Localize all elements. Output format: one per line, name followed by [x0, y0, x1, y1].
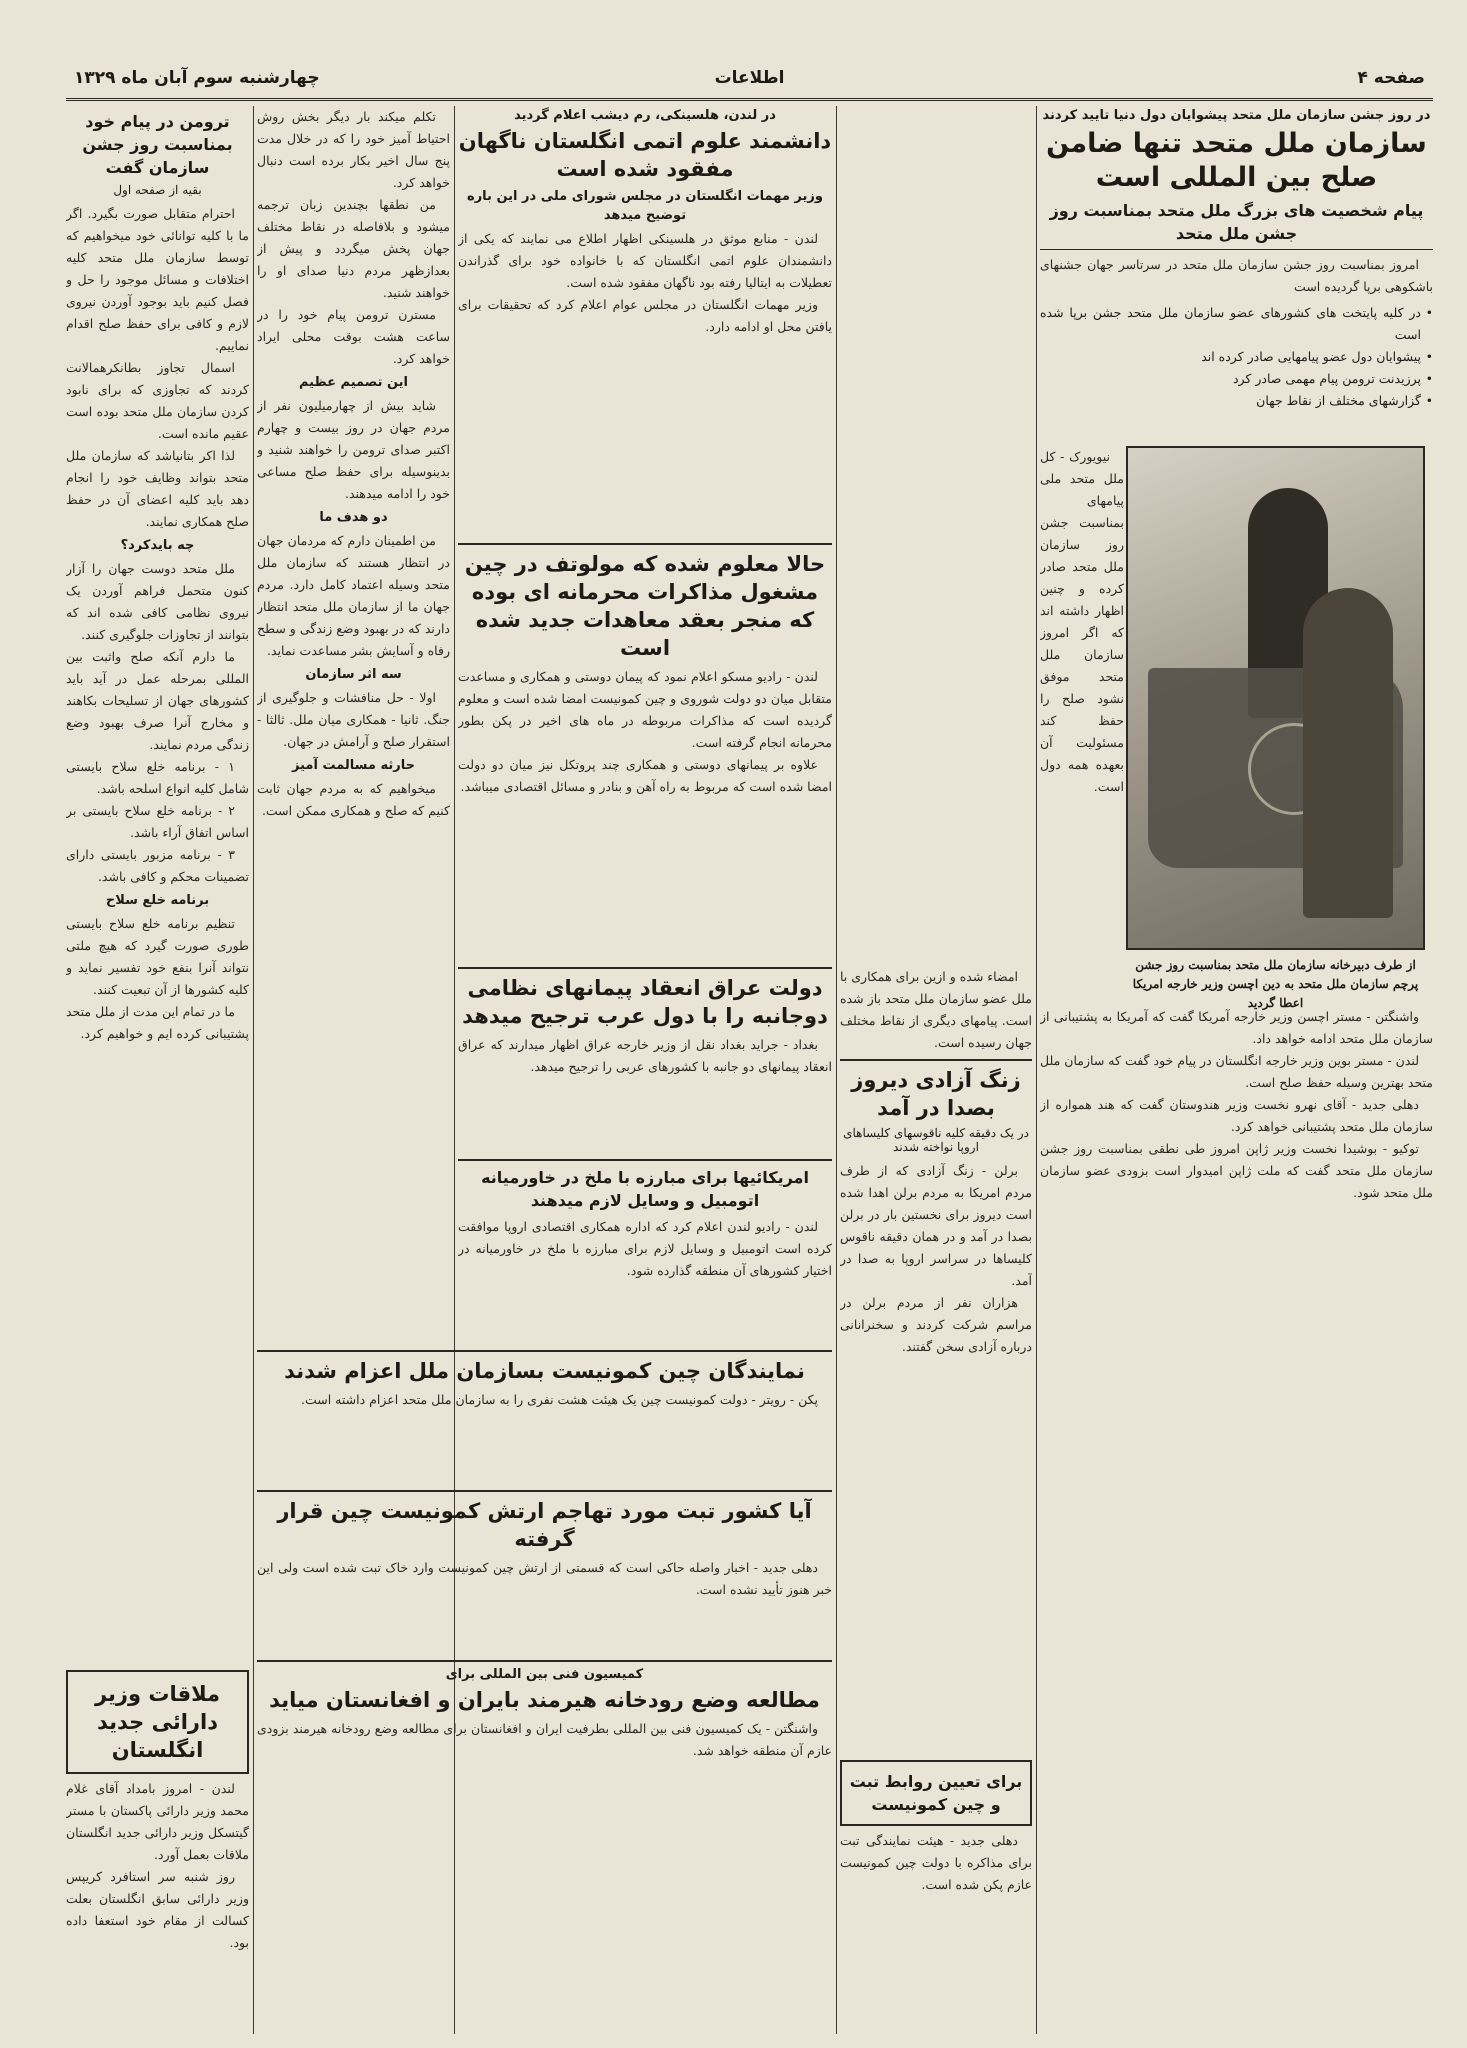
- column-rule: [253, 106, 254, 2034]
- truman-text-6: تنظیم برنامه خلع سلاح بایستی طوری صورت گیرد که هیچ ملتی نتواند آنرا بنفع خود تفسیر نماید و کلیه کشورها از آن تبعیت کنند.: [66, 916, 249, 997]
- list-item: • در کلیه پایتخت های کشورهای عضو سازمان ملل متحد جشن برپا شده است: [1040, 302, 1433, 346]
- truman-subhead-1: چه بایدکرد؟: [120, 538, 195, 553]
- truman-list-1: ۱ - برنامه خلع سلاح بایستی شامل کلیه انواع اسلحه باشد.: [66, 759, 249, 796]
- truman-text-3: لذا اکر بتانیاشد که سازمان ملل متحد بتواند وظایف خود را انجام دهد باید کلیه اعضای آن در حفظ صلح همکاری نمایند.: [66, 448, 249, 529]
- truman-list-2: ۲ - برنامه خلع سلاح بایستی بر اساس اتفاق آراء باشد.: [66, 803, 249, 840]
- col4-text-7: میخواهیم که به مردم جهان ثابت کنیم که صلح و همکاری ممکن است.: [257, 781, 450, 818]
- column-liberty-bell: [840, 106, 1032, 2034]
- col4-text-2: من نطقها بچندین زبان ترجمه میشود و بلافاصله در نقاط مختلف جهان پخش میگردد و پیش از بعدازظهر مردم دنیا صدای او را خواهند شنید.: [257, 197, 450, 300]
- tibet-box: [840, 1760, 1032, 1826]
- helmand-kicker: کمیسیون فنی بین المللی برای: [445, 1667, 644, 1682]
- photo-figure-woman: [1303, 588, 1393, 918]
- helmand-story: [257, 1655, 832, 1955]
- col4-text-6: اولا - حل منافشات و جلوگیری از جنگ. ثانیا - همکاری میان ملل. ثالثا - استقرار صلح و آرامش در جهان.: [257, 690, 450, 749]
- molotov-text-2: علاوه بر پیمانهای دوستی و همکاری چند پروتکل نیز میان دو دولت امضا شده است که مربوط به راه آهن و بنادر و مسائل اقتصادی میباشد.: [458, 757, 832, 794]
- col4-subhead-3: سه اثر سازمان: [305, 667, 402, 682]
- un-day-text-4: دهلی جدید - آقای نهرو نخست وزیر هندوستان گفت که هند همواره از سازمان ملل متحد پشتیبانی خواهد کرد.: [1040, 1097, 1433, 1134]
- atomic-kicker: در لندن، هلسینکی، رم دیشب اعلام گردید: [514, 108, 776, 123]
- un-day-text-5: توکیو - بوشیدا نخست وزیر ژاپن امروز طی نطقی بمناسبت روز جشن سازمان ملل متحد گفت که ملت ژاپن امیدوار است بزودی عضو سازمان ملل متحد شود.: [1040, 1141, 1433, 1200]
- list-item: • گزارشهای مختلف از نقاط جهان: [1040, 390, 1433, 412]
- truman-story: [66, 106, 249, 1666]
- molotov-text-1: لندن - رادیو مسکو اعلام نمود که پیمان دوستی و همکاری و مساعدت متقابل میان دو دولت شوروی و چین کمونیست امضا شده است و معلوم گردیده است که مذاکرات مربوطه در ماه های اخیر در پکن بطور محرمانه انجام گرفته است.: [458, 669, 832, 750]
- column-un-day: [1040, 106, 1433, 2034]
- col4-subhead-4: حارثه مسالمت آمیز: [292, 758, 415, 773]
- un-day-story-top: [1040, 106, 1433, 446]
- tibet-invasion-text: دهلی جدید - اخبار واصله حاکی است که قسمتی از ارتش چین کمونیست وارد خاک تبت شده است ولی این خبر هنوز تأیید نشده است.: [257, 1560, 832, 1597]
- flag-photo: [1126, 446, 1425, 950]
- truman-continued-label: بقیه از صفحه اول: [113, 183, 202, 197]
- truman-text-2: اسمال تجاوز بطانکرهمالانت کردند که تجاوزی که برای نابود کردن سازمان ملل متحد بوده است عقیم مانده است.: [66, 360, 249, 441]
- atomic-scientist-story: [458, 106, 832, 536]
- iraq-text: بغداد - جراید بغداد نقل از وزیر خارجه عراق اظهار میدارند که عراق انعقاد پیمانهای دو جانبه با کشورهای عربی را ترجیح میدهد.: [458, 1037, 832, 1074]
- col2-text-1: امضاء شده و ازین برای همکاری با ملل عضو سازمان ملل متحد باز شده است. پیامهای دیگری از نقاط مختلف جهان رسیده است.: [840, 969, 1032, 1050]
- newspaper-name: اطلاعات: [714, 68, 785, 88]
- un-day-side-text: [1040, 446, 1124, 1046]
- column-rule: [1036, 106, 1037, 2034]
- column-rule: [836, 106, 837, 2034]
- issue-date: چهارشنبه سوم آبان ماه ۱۳۲۹: [74, 68, 320, 88]
- truman-text-4: ملل متحد دوست جهان را آزار کنون متحمل فراهم آوردن یک نیروی نظامی کافی شده اند که بتوانند از تجاوزات جلوگیری کنند.: [66, 561, 249, 642]
- divider: [840, 1059, 1032, 1061]
- tibet-box-text: دهلی جدید - هیئت نمایندگی تبت برای مذاکره با دولت چین کمونیست عازم پکن شده است.: [840, 1833, 1032, 1892]
- column-truman-continued: [257, 106, 450, 1333]
- un-day-text-3: لندن - مستر بوین وزیر خارجه انگلستان در پیام خود گفت که سازمان ملل متحد بهترین وسیله حفظ صلح است.: [1040, 1053, 1433, 1090]
- un-day-story-continued: [1040, 1006, 1433, 2026]
- liberty-bell-subheadline: در یک دقیقه کلیه ناقوسهای کلیساهای اروپا نواخته شدند: [843, 1126, 1029, 1154]
- un-day-headline: سازمان ملل متحد تنها ضامن صلح بین المللی است: [1046, 128, 1427, 193]
- helmand-headline: مطالعه وضع رودخانه هیرمند بایران و افغانستان میاید: [269, 1688, 820, 1712]
- atomic-text-1: لندن - منابع موثق در هلسینکی اظهار اطلاع می نمایند که یکی از دانشمندان علوم اتمی انگلستان که با خانواده خود برای گذراندن تعطیلات به ایتالیا رفته بود ناگهان مفقود شده است.: [458, 231, 832, 290]
- truman-text-5: ما دارم آنکه صلح واثبت بین المللی بمرحله عمل در آید باید کشورهای جهان از تسلیحات بکاهند و مخارج آنرا صرف بهبود وضع زندگی مردم نمایند.: [66, 649, 249, 752]
- un-day-bullets: [1040, 302, 1433, 412]
- divider: [257, 1660, 832, 1662]
- col4-text-3: مسترن ترومن پیام خود را در ساعت هشت بوقت محلی ایراد خواهد کرد.: [257, 307, 450, 366]
- divider: [1040, 249, 1433, 250]
- truman-text-7: ما در تمام این مدت از ملل متحد پشتیبانی کرده ایم و خواهیم کرد.: [66, 1004, 249, 1041]
- un-day-text-2: واشنگتن - مستر اچسن وزیر خارجه آمریکا گفت که آمریکا به پشتیبانی از سازمان ملل متحد ادامه خواهد داد.: [1040, 1009, 1433, 1046]
- finance-minister-headline: ملاقات وزیر دارائی جدید انگلستان: [94, 1682, 221, 1762]
- column-truman: [66, 106, 249, 2034]
- un-day-subheadline: پیام شخصیت های بزرگ ملل متحد بمناسبت روز جشن ملل متحد: [1049, 201, 1424, 243]
- divider: [458, 967, 832, 969]
- col4-subhead-1: این تصمیم عظیم: [298, 375, 409, 390]
- iraq-story: [458, 962, 832, 1152]
- helmand-text: واشنگتن - یک کمیسیون فنی بین المللی بطرفیت ایران و افغانستان برای مطالعه وضع رودخانه هیرمند بزودی عازم آن منطقه خواهد شد.: [257, 1721, 832, 1758]
- photo-caption: از طرف دبیرخانه سازمان ملل متحد بمناسبت روز جشن پرچم سازمان ملل متحد به دین اچسن وزیر خارجه امریکا اعطا گردید: [1132, 958, 1419, 1010]
- truman-list-3: ۳ - برنامه مزبور بایستی دارای تضمینات محکم و کافی باشد.: [66, 847, 249, 884]
- atomic-headline: دانشمند علوم اتمی انگلستان ناگهان مفقود شده است: [458, 129, 832, 181]
- truman-headline: ترومن در پیام خود بمناسبت روز جشن سازمان گفت: [82, 112, 233, 177]
- liberty-bell-text-3: هزاران نفر از مردم برلن در مراسم شرکت کردند و سخنرانانی درباره آزادی سخن گفتند.: [840, 1295, 1032, 1354]
- finance-minister-text-2: روز شنبه سر استافرد کریپس وزیر دارائی سابق انگلستان بعلت کسالت از مقام خود استعفا داده بود.: [66, 1869, 249, 1950]
- truman-text-1: احترام متقابل صورت بگیرد. اگر ما با کلیه توانائی خود میخواهیم که توسط سازمان ملل متحد کلیه اختلافات و مسائل موجود را حل و فصل کنیم باید بوجود آوردن نیروی لازم و کافی برای حفظ صلح اقدام نماییم.: [66, 206, 249, 353]
- tibet-box-headline: برای تعیین روابط تبت و چین کمونیست: [849, 1772, 1023, 1814]
- divider: [458, 543, 832, 545]
- china-delegates-story: [257, 1345, 832, 1485]
- molotov-story: [458, 538, 832, 958]
- iraq-headline: دولت عراق انعقاد پیمانهای نظامی دوجانبه را با دول عرب ترجیح میدهد: [462, 976, 828, 1028]
- list-item: • پیشوایان دول عضو پیامهایی صادر کرده اند: [1040, 346, 1433, 368]
- list-item: • پرزیدنت ترومن پیام مهمی صادر کرد: [1040, 368, 1433, 390]
- locust-text: لندن - رادیو لندن اعلام کرد که اداره همکاری اقتصادی اروپا موافقت کرده است اتومبیل و وسایل لازم برای مبارزه با ملخ در خاورمیانه در اختیار کشورهای آن منطقه گذارده شود.: [458, 1219, 832, 1278]
- tibet-invasion-story: [257, 1485, 832, 1655]
- tibet-invasion-headline: آیا کشور تبت مورد تهاجم ارتش کمونیست چین قرار گرفته: [277, 1499, 812, 1551]
- china-delegates-headline: نمایندگان چین کمونیست بسازمان ملل اعزام شدند: [284, 1359, 805, 1383]
- china-delegates-text: پکن - رویتر - دولت کمونیست چین یک هیئت هشت نفری را به سازمان ملل متحد اعزام داشته است.: [301, 1392, 818, 1407]
- lower-center-block: [257, 1345, 832, 2034]
- divider: [458, 1159, 832, 1161]
- locust-headline: امریکائیها برای مبارزه با ملخ در خاورمیانه اتومبیل و وسایل لازم میدهند: [481, 1168, 809, 1210]
- col4-text-5: من اطمینان دارم که مردمان جهان در انتظار هستند که سازمان ملل متحد وسیله اعتماد کامل دارد. مردم جهان ما از سازمان ملل متحد انتظار دارند که در بهبود وضع زندگی و سطح رفاه و آسایش بشر مساعدت نماید.: [257, 533, 450, 658]
- truman-subhead-2: برنامه خلع سلاح: [105, 893, 210, 908]
- finance-minister-box: [66, 1670, 249, 1774]
- divider: [257, 1490, 832, 1492]
- col4-text-4: شاید بیش از چهارمیلیون نفر از مردم جهان در روز بیست و چهارم اکتبر صدای ترومن را خواهند شنید و بدینوسیله برای حفظ صلح مساعی خود را ادامه میدهند.: [257, 398, 450, 501]
- atomic-text-2: وزیر مهمات انگلستان در مجلس عوام اعلام کرد که تحقیقات برای یافتن محل او ادامه دارد.: [458, 297, 832, 334]
- liberty-bell-headline: زنگ آزادی دیروز بصدا در آمد: [851, 1068, 1021, 1120]
- atomic-subheadline: وزیر مهمات انگلستان در مجلس شورای ملی در این باره توضیح میدهد: [467, 189, 823, 223]
- page-number: صفحه ۴: [1357, 68, 1425, 88]
- running-header: [66, 62, 1433, 101]
- finance-minister-story: [66, 1666, 249, 2034]
- tibet-box-story: [840, 1756, 1032, 2034]
- liberty-bell-text-2: برلن - زنگ آزادی که از طرف مردم امریکا به مردم برلن اهدا شده است دیروز برای نخستین بار در برلن بصدا در آمد و در همان دقیقه ناقوس کلیساها در سراسر اروپا به صدا در آمد.: [840, 1163, 1032, 1288]
- un-day-text-1: نیویورک - کل ملل متحد ملی پیامهای بمناسبت جشن روز سازمان ملل متحد صادر کرده و چنین اظهار داشته اند که اگر امروز سازمان ملل متحد موفق نشود صلح را حفظ کند مسئولیت آن بعهده همه دول است.: [1040, 449, 1124, 794]
- col4-subhead-2: دو هدف ما: [319, 510, 388, 525]
- molotov-headline: حالا معلوم شده که مولوتف در چین مشغول مذاکرات محرمانه ای بوده که منجر بعقد معاهدات جدید شده است: [464, 552, 826, 660]
- un-day-kicker: در روز جشن سازمان ملل متحد پیشوایان دول دنیا تایید کردند: [1042, 108, 1431, 123]
- divider: [257, 1350, 832, 1352]
- finance-minister-text-1: لندن - امروز بامداد آقای غلام محمد وزیر دارائی پاکستان با مستر گیتسکل وزیر دارائی جدید انگلستان ملاقات بعمل آورد.: [66, 1781, 249, 1862]
- col4-text-1: تکلم میکند بار دیگر بخش روش احتیاط آمیز خود را که در خلال مدت پنج سال اخیر بکار برده است دنبال خواهد کرد.: [257, 109, 450, 190]
- truman-continued-story: [257, 106, 450, 1331]
- un-day-intro: امروز بمناسبت روز جشن سازمان ملل متحد در سرتاسر جهان جشنهای باشکوهی برپا گردیده است: [1040, 257, 1433, 294]
